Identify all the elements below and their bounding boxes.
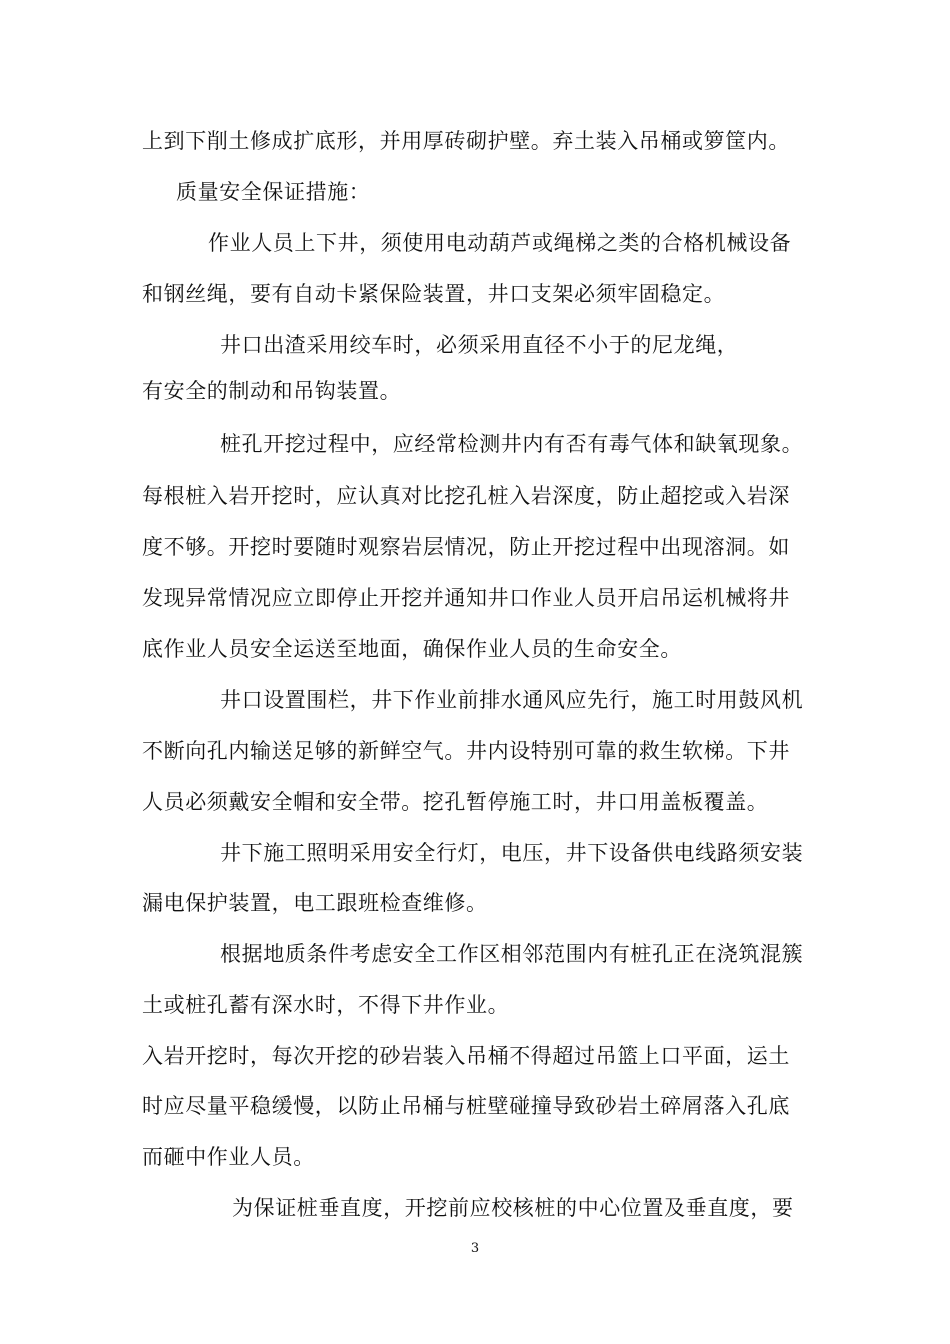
paragraph-line: 井口出渣采用绞车时，必须采用直径不小于的尼龙绳， [220,333,739,357]
paragraph-line: 有安全的制动和吊钩装置。 [142,379,402,403]
paragraph-line: 上到下削土修成扩底形，并用厚砖砌护壁。弃土装入吊桶或箩筐内。 [142,129,790,153]
paragraph-line: 底作业人员安全运送至地面，确保作业人员的生命安全。 [142,637,682,661]
page-number: 3 [470,1241,480,1256]
paragraph-line: 井下施工照明采用安全行灯，电压，井下设备供电线路须安装 [220,841,804,865]
section-heading: 质量安全保证措施： [176,180,371,204]
paragraph-line: 桩孔开挖过程中，应经常检测井内有否有毒气体和缺氧现象。 [220,432,804,456]
paragraph-line: 土或桩孔蓄有深水时，不得下井作业。 [142,993,510,1017]
paragraph-line: 人员必须戴安全帽和安全带。挖孔暂停施工时，井口用盖板覆盖。 [142,790,769,814]
paragraph-line: 不断向孔内输送足够的新鲜空气。井内设特别可靠的救生软梯。下井 [142,739,790,763]
paragraph-line: 每根桩入岩开挖时，应认真对比挖孔桩入岩深度，防止超挖或入岩深 [142,484,790,508]
paragraph-line: 根据地质条件考虑安全工作区相邻范围内有桩孔正在浇筑混簇 [220,942,804,966]
paragraph-line: 而砸中作业人员。 [142,1145,315,1169]
paragraph-line: 发现异常情况应立即停止开挖并通知井口作业人员开启吊运机械将井 [142,586,790,610]
paragraph-line: 井口设置围栏，井下作业前排水通风应先行，施工时用鼓风机 [220,688,804,712]
paragraph-line: 和钢丝绳，要有自动卡紧保险装置，井口支架必须牢固稳定。 [142,282,726,306]
paragraph-line: 入岩开挖时，每次开挖的砂岩装入吊桶不得超过吊篮上口平面，运土 [142,1044,790,1068]
paragraph-line: 作业人员上下井，须使用电动葫芦或绳梯之类的合格机械设备 [208,231,792,255]
paragraph-line: 漏电保护装置，电工跟班检查维修。 [142,891,488,915]
paragraph-line: 度不够。开挖时要随时观察岩层情况，防止开挖过程中出现溶洞。如 [142,535,790,559]
paragraph-line: 为保证桩垂直度，开挖前应校核桩的中心位置及垂直度，要 [232,1196,794,1220]
paragraph-line: 时应尽量平稳缓慢，以防止吊桶与桩壁碰撞导致砂岩土碎屑落入孔底 [142,1094,790,1118]
